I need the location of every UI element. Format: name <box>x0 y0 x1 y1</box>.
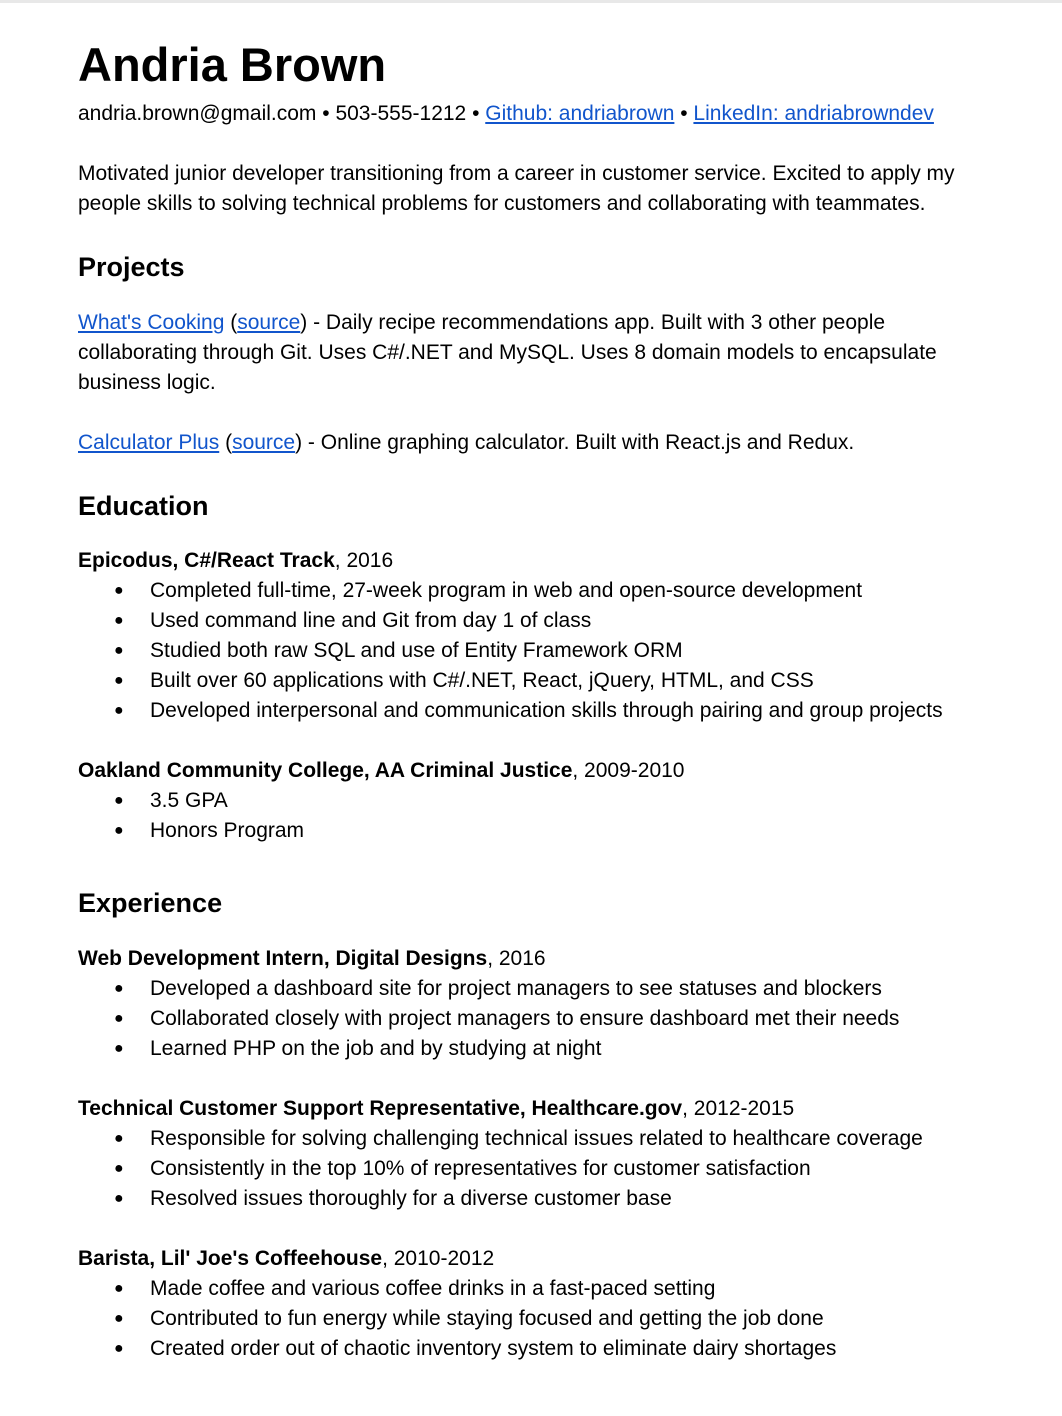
project-calculator-plus: Calculator Plus (source) - Online graphing calculator. Built with React.js and Redux. <box>78 431 855 454</box>
summary-paragraph: Motivated junior developer transitioning from a career in customer service. Excited to apply my people skills to solving technical problems for customers and collaborating with teammates. <box>78 162 955 215</box>
project-whats-cooking: What's Cooking (source) - Daily recipe recommendations app. Built with 3 other people collaborating through Git. Uses C#/.NET and MySQL. Uses 8 domain models to encapsulate business logic. <box>78 311 937 394</box>
list-item: ● Completed full-time, 27-week program in web and open-source development <box>78 576 1018 606</box>
project-description: ) - Online graphing calculator. Built with React.js and Redux. <box>295 431 855 454</box>
list-item: ● 3.5 GPA <box>78 786 1018 816</box>
list-item: ● Made coffee and various coffee drinks in a fast-paced setting <box>78 1274 1018 1304</box>
project-source-link[interactable]: source <box>232 431 296 454</box>
resume-name: Andria Brown <box>78 38 387 91</box>
project-title-link[interactable]: What's Cooking <box>78 311 225 334</box>
entry-title: Web Development Intern, Digital Designs <box>78 947 488 970</box>
list-item: ● Used command line and Git from day 1 of class <box>78 606 1018 636</box>
entry-date: , 2012-2015 <box>682 1097 795 1120</box>
experience-bullets-healthcare <box>78 1124 1018 1214</box>
entry-date: , 2010-2012 <box>382 1247 495 1270</box>
list-item: ● Consistently in the top 10% of representatives for customer satisfaction <box>78 1154 1018 1184</box>
entry-title: Oakland Community College, AA Criminal Justice <box>78 759 573 782</box>
contact-separator: • <box>466 102 486 125</box>
experience-entry-title <box>78 1094 794 1124</box>
experience-entry-title <box>78 944 546 974</box>
education-bullets-oakland <box>78 786 1018 846</box>
entry-title: Barista, Lil' Joe's Coffeehouse <box>78 1247 383 1270</box>
education-entry-title <box>78 546 393 576</box>
phone-text: 503-555-1212 <box>335 102 467 125</box>
project-source-link[interactable]: source <box>237 311 301 334</box>
entry-title: Technical Customer Support Representative, Healthcare.gov <box>78 1097 683 1120</box>
list-item: ● Contributed to fun energy while staying focused and getting the job done <box>78 1304 1018 1334</box>
list-item: ● Collaborated closely with project managers to ensure dashboard met their needs <box>78 1004 1018 1034</box>
experience-entry-title <box>78 1244 494 1274</box>
entry-date: , 2009-2010 <box>572 759 685 782</box>
contact-line <box>78 100 934 128</box>
list-item: ● Created order out of chaotic inventory system to eliminate dairy shortages <box>78 1334 1018 1364</box>
contact-separator: • <box>674 102 694 125</box>
list-item: ● Built over 60 applications with C#/.NET, React, jQuery, HTML, and CSS <box>78 666 1018 696</box>
top-border <box>0 0 1062 3</box>
project-description: ) - Daily recipe recommendations app. Built with 3 other people collaborating through Git. Uses C#/.NET and MySQL. Uses 8 domain models to encapsulate business logic. <box>78 311 937 394</box>
entry-date: , 2016 <box>487 947 546 970</box>
list-item: ● Learned PHP on the job and by studying at night <box>78 1034 1018 1064</box>
github-link[interactable]: Github: andriabrown <box>485 102 675 125</box>
list-item: ● Responsible for solving challenging technical issues related to healthcare coverage <box>78 1124 1018 1154</box>
projects-heading: Projects <box>78 252 185 282</box>
contact-separator: • <box>316 102 336 125</box>
experience-bullets-digital-designs <box>78 974 1018 1064</box>
education-bullets-epicodus <box>78 576 1018 726</box>
list-item: ● Resolved issues thoroughly for a diverse customer base <box>78 1184 1018 1214</box>
email-text: andria.brown@gmail.com <box>78 102 317 125</box>
experience-bullets-coffeehouse <box>78 1274 1018 1364</box>
list-item: ● Developed interpersonal and communication skills through pairing and group projects <box>78 696 1018 726</box>
education-heading: Education <box>78 491 209 521</box>
list-item: ● Studied both raw SQL and use of Entity Framework ORM <box>78 636 1018 666</box>
project-title-link[interactable]: Calculator Plus <box>78 431 220 454</box>
list-item: ● Honors Program <box>78 816 1018 846</box>
entry-date: , 2016 <box>334 549 394 572</box>
entry-title: Epicodus, C#/React Track <box>78 549 335 572</box>
education-entry-title <box>78 756 685 786</box>
linkedin-link[interactable]: LinkedIn: andriabrowndev <box>693 102 934 125</box>
experience-heading: Experience <box>78 888 223 918</box>
list-item: ● Developed a dashboard site for project managers to see statuses and blockers <box>78 974 1018 1004</box>
